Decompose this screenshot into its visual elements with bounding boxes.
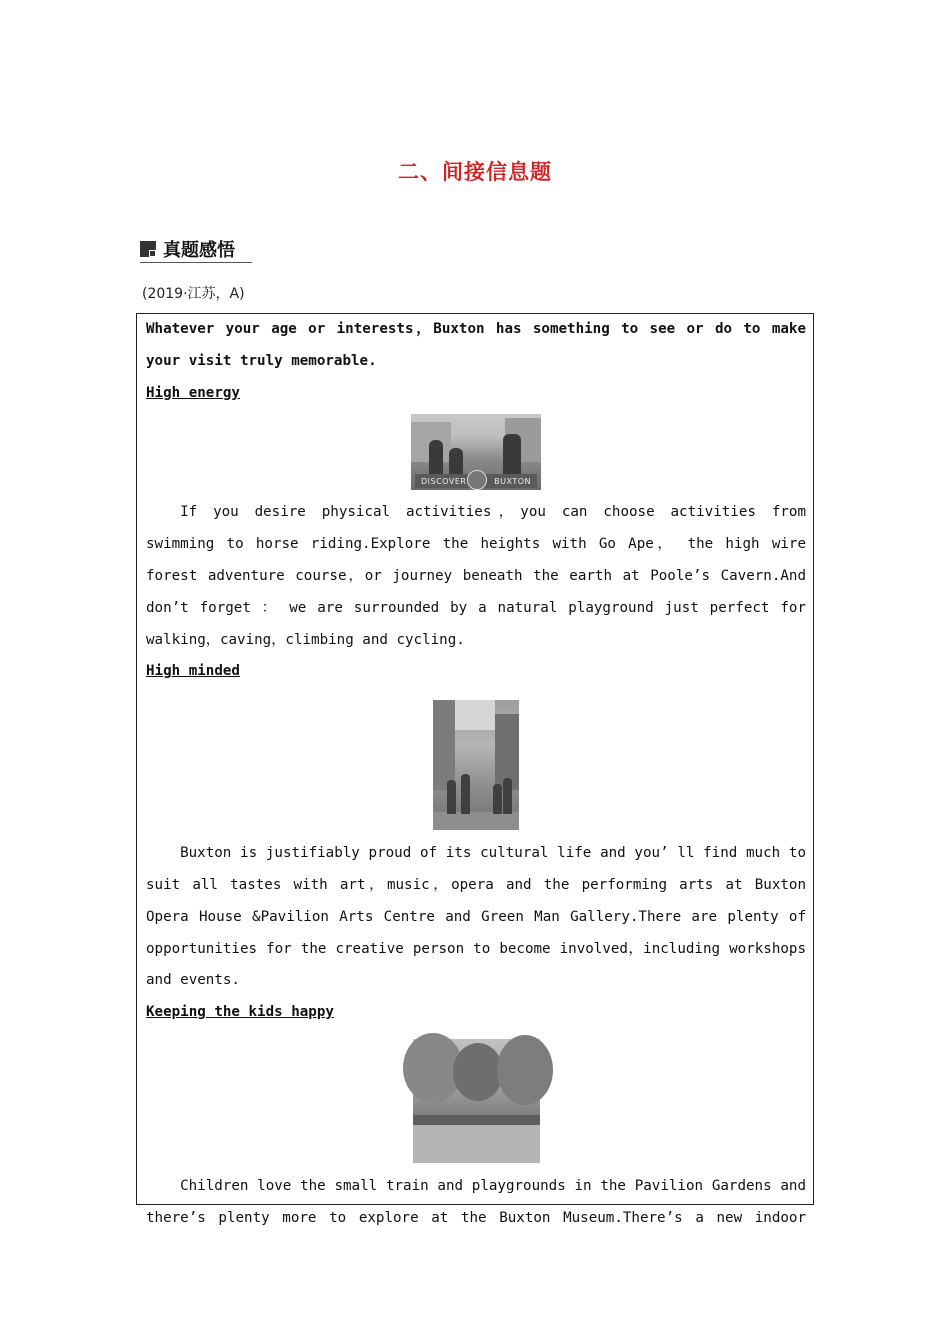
section-body-kids: Children love the small train and playgrounds in the Pavilion Gardens and there’s plenty more to explore at the Buxton Museum.There’s a new indoor xyxy=(146,1177,806,1226)
discover-buxton-photo xyxy=(411,414,541,490)
photo-banner-left: DISCOVER xyxy=(421,476,467,486)
section-body-high-energy: If you desire physical activities，you can choose activities from swimming to horse riding.Explore the heights with Go Ape， the high wire forest adventure course，or journey beneath the earth at Poole’s Cavern.And don’t forget ： we are surrounded by a natural playground just perfect for walking，caving，climbing and cycling. xyxy=(146,504,806,648)
section-heading xyxy=(140,236,252,263)
reading-passage xyxy=(146,314,806,1235)
gardens-photo xyxy=(413,1039,540,1163)
section-heading-kids: Keeping the kids happy xyxy=(146,1004,334,1021)
square-bullet-icon xyxy=(140,241,156,257)
section-body-high-minded: Buxton is justifiably proud of its cultural life and you’ ll find much to suit all tastes with art，music，opera and the performing arts at Buxton Opera House &Pavilion Arts Centre and Green Man Gallery.There are plenty of opportunities for the creative person to become involved，including workshops and events. xyxy=(146,845,806,989)
street-photo xyxy=(433,700,519,830)
question-source: (2019·江苏，A) xyxy=(142,286,245,302)
reading-passage-box xyxy=(136,313,814,1226)
section-heading-label: 真题感悟 xyxy=(163,240,235,261)
passage-intro: Whatever your age or interests，Buxton has something to see or do to make your visit truly memorable. xyxy=(146,321,806,369)
photo-banner-right: BUXTON xyxy=(494,476,531,486)
section-heading-high-minded: High minded xyxy=(146,663,240,680)
page-title: 二、间接信息题 xyxy=(398,160,552,184)
section-heading-high-energy: High energy xyxy=(146,384,240,401)
